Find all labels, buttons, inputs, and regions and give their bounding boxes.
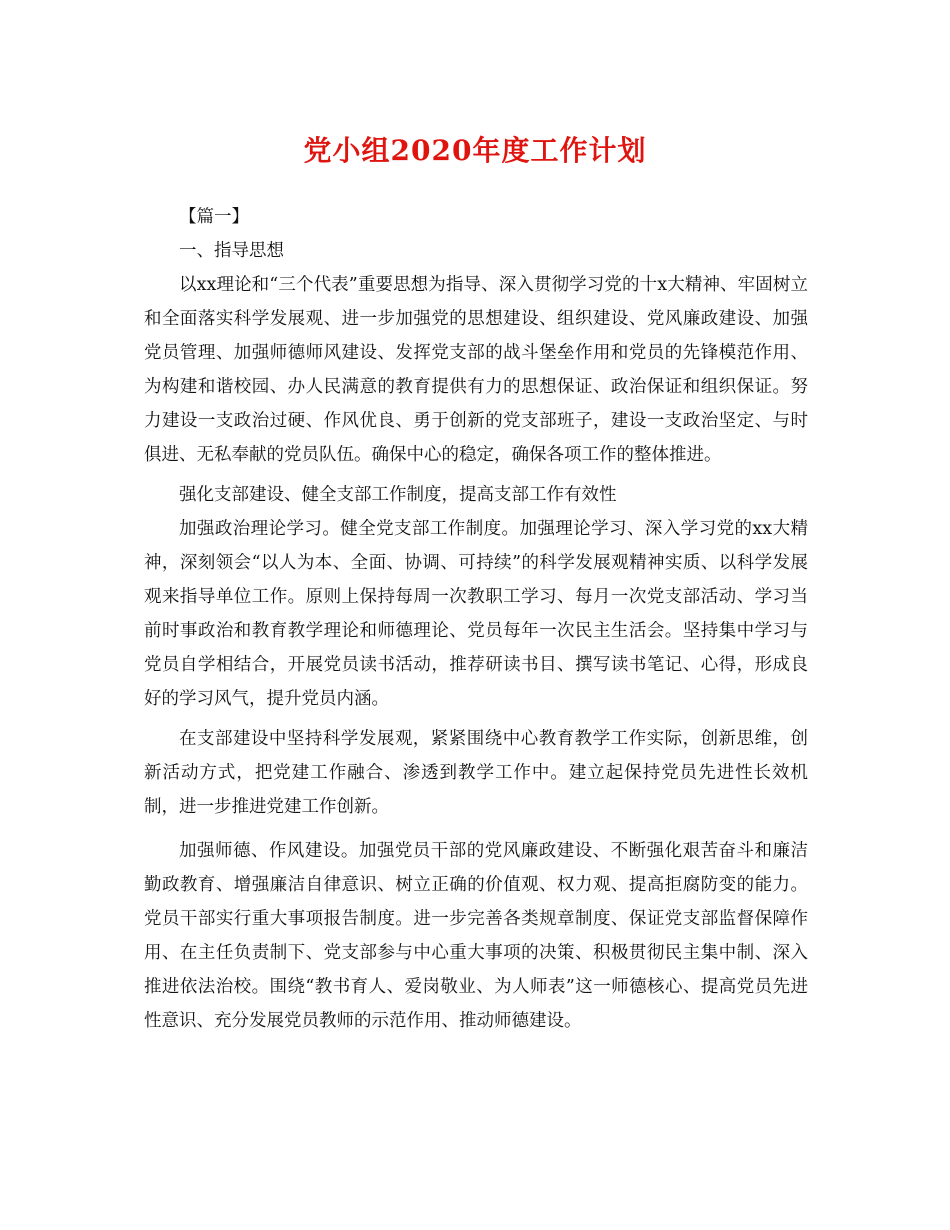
body-paragraph: 以xx理论和“三个代表”重要思想为指导、深入贯彻学习党的十x大精神、牢固树立和全面落实科学发展观、进一步加强党的思想建设、组织建设、党风廉政建设、加强党员管理、加强师德师风建设、发挥党支部的战斗堡垒作用和党员的先锋模范作用、为构建和谐校园、办人民满意的教育提供有力的思想保证、政治保证和组织保证。努力建设一支政治过硬、作风优良、勇于创新的党支部班子，建设一支政治坚定、与时俱进、无私奉献的党员队伍。确保中心的稳定，确保各项工作的整体推进。 [144, 275, 808, 465]
section-marker: 【篇一】 [179, 207, 249, 227]
body-paragraph: 加强政治理论学习。健全党支部工作制度。加强理论学习、深入学习党的xx大精神，深刻领会“以人为本、全面、协调、可持续”的科学发展观精神实质、以科学发展观来指导单位工作。原则上保持每周一次教职工学习、每月一次党支部活动、学习当前时事政治和教育教学理论和师德理论、党员每年一次民主生活会。坚持集中学习与党员自学相结合，开展党员读书活动，推荐研读书目、撰写读书笔记、心得，形成良好的学习风气，提升党员内涵。 [144, 519, 808, 709]
document-title: 党小组2020年度工作计划 [303, 134, 647, 167]
body-paragraph: 加强师德、作风建设。加强党员干部的党风廉政建设、不断强化艰苦奋斗和廉洁勤政教育、增强廉洁自律意识、树立正确的价值观、权力观、提高拒腐防变的能力。党员干部实行重大事项报告制度。进一步完善各类规章制度、保证党支部监督保障作用、在主任负责制下、党支部参与中心重大事项的决策、积极贯彻民主集中制、深入推进依法治校。围绕“教书育人、爱岗敬业、为人师表”这一师德核心、提高党员先进性意识、充分发展党员教师的示范作用、推动师德建设。 [144, 841, 808, 1031]
body-paragraph: 在支部建设中坚持科学发展观，紧紧围绕中心教育教学工作实际，创新思维，创新活动方式，把党建工作融合、渗透到教学工作中。建立起保持党员先进性长效机制，进一步推进党建工作创新。 [144, 729, 808, 817]
document-body [144, 200, 808, 1038]
section-heading: 一、指导思想 [179, 241, 284, 261]
subsection-heading: 强化支部建设、健全支部工作制度，提高支部工作有效性 [179, 485, 617, 505]
